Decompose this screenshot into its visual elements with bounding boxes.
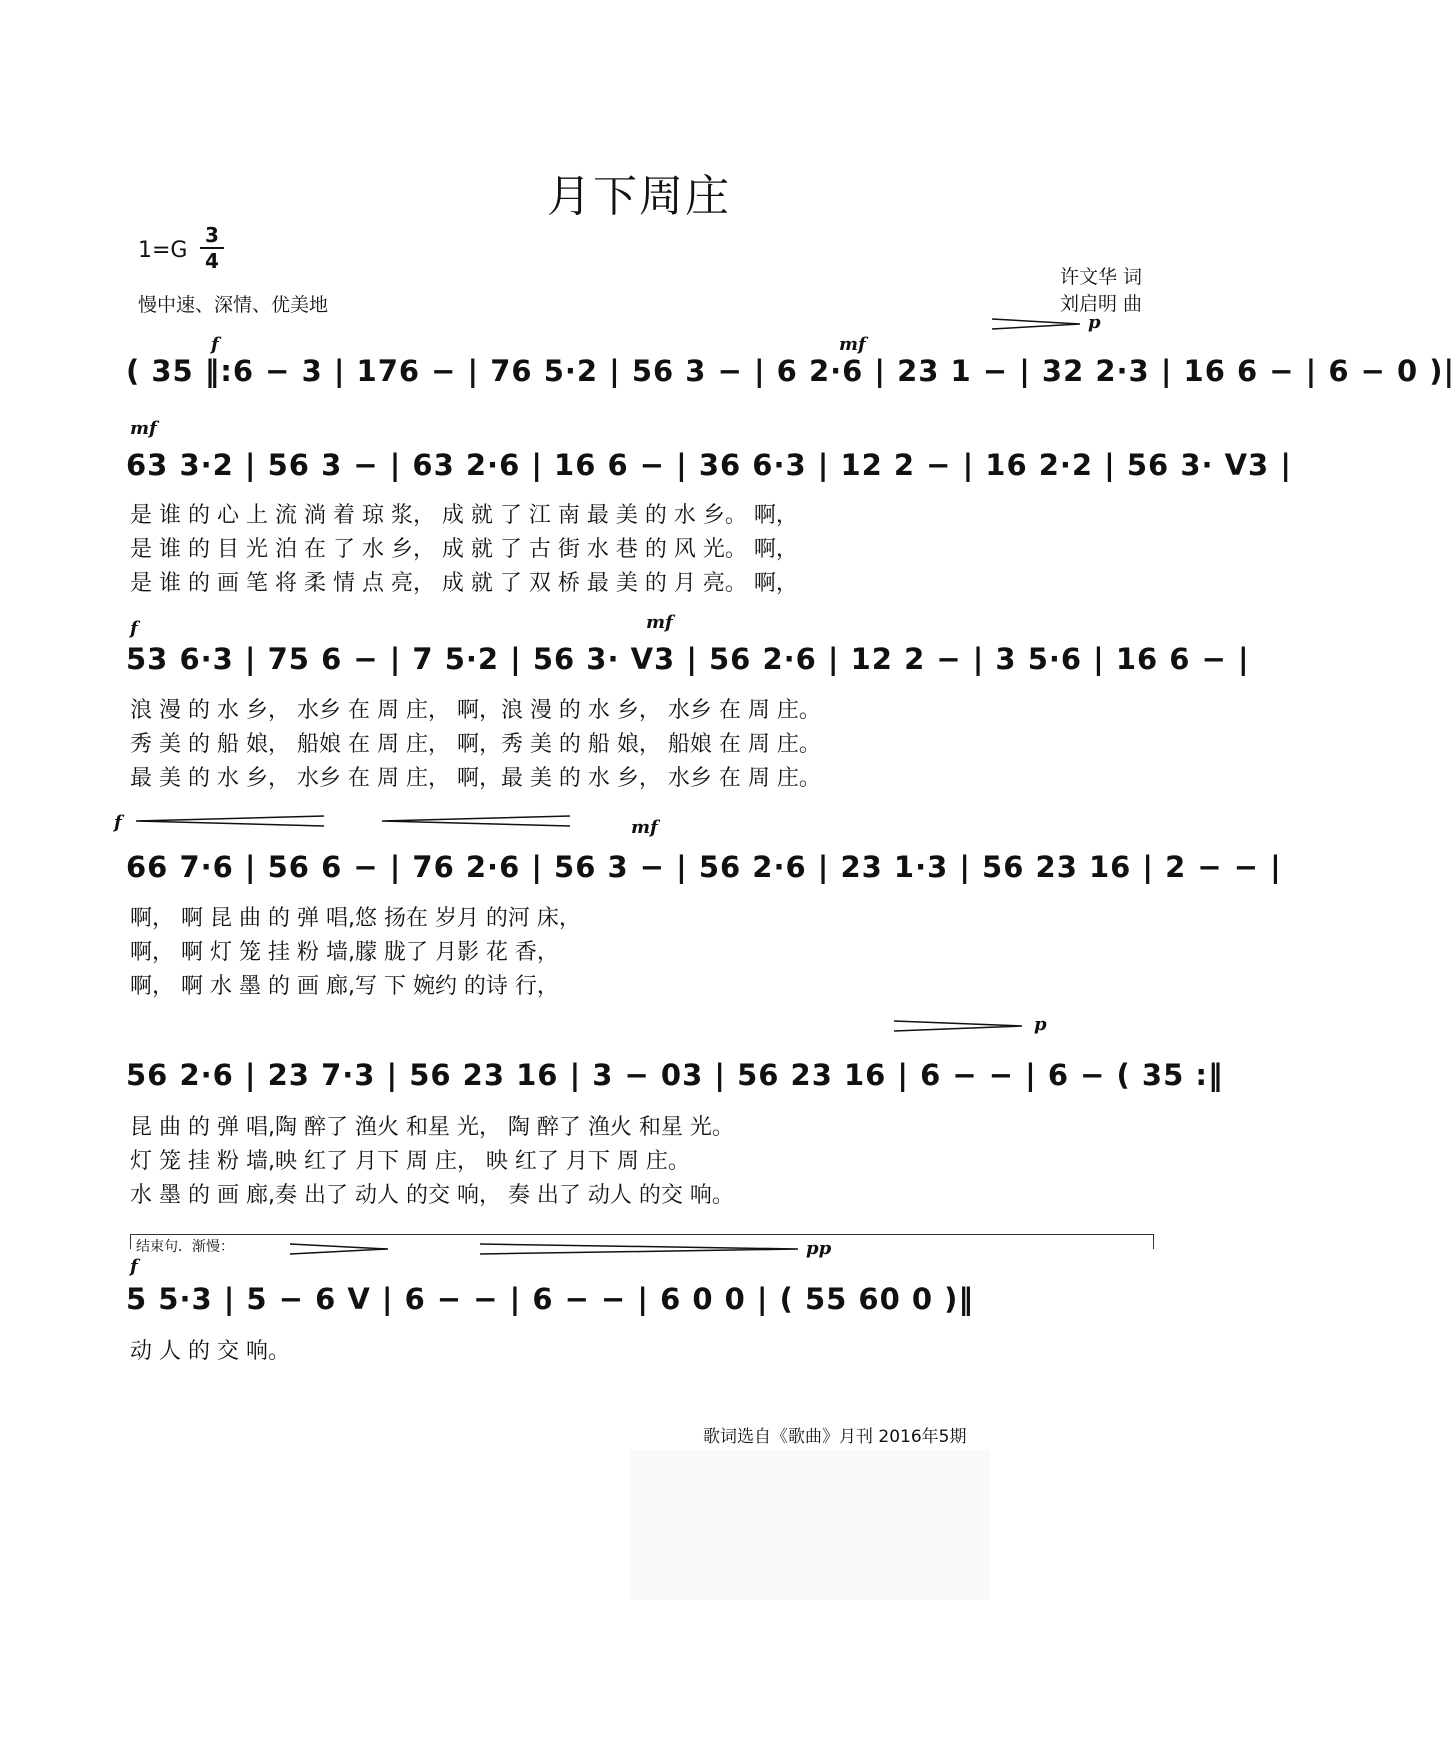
notation-line-3: 53 6·3 | 75 6 − | 7 5·2 | 56 3· ᐯ3 | 56 2·6 | 12 2 − | 3 5·6 | 16 6 − | bbox=[126, 642, 1250, 676]
lyrics-line: 动 人 的 交 响。 bbox=[130, 1339, 290, 1364]
lyrics-line: 秀 美 的 船 娘， 船娘 在 周 庄， 啊，秀 美 的 船 娘， 船娘 在 周 庄。 bbox=[130, 732, 821, 757]
lyrics-line: 灯 笼 挂 粉 墙,映 红了 月下 周 庄， 映 红了 月下 周 庄。 bbox=[130, 1149, 690, 1174]
dynamic-forte: f bbox=[114, 812, 122, 833]
dynamic-forte: f bbox=[130, 1256, 138, 1277]
lyricist-credit: 许文华 词 bbox=[1060, 266, 1143, 288]
dynamic-forte: f bbox=[130, 618, 138, 639]
lyrics-line: 啊， 啊 灯 笼 挂 粉 墙,朦 胧了 月影 花 香， bbox=[130, 940, 559, 965]
dynamic-mezzo-forte: mf bbox=[631, 817, 658, 838]
notation-line-4: 66 7·6 | 56 6 − | 76 2·6 | 56 3 − | 56 2·6 | 23 1·3 | 56 23 16 | 2 − − | bbox=[126, 850, 1282, 884]
diminuendo-hairpin bbox=[894, 1020, 1024, 1032]
lyrics-line: 啊， 啊 水 墨 的 画 廊,写 下 婉约 的诗 行， bbox=[130, 974, 559, 999]
footer-shade bbox=[630, 1450, 990, 1600]
lyrics-line: 昆 曲 的 弹 唱,陶 醉了 渔火 和星 光， 陶 醉了 渔火 和星 光。 bbox=[130, 1115, 734, 1140]
dynamic-mezzo-forte: mf bbox=[839, 334, 866, 355]
dynamic-mezzo-forte: mf bbox=[646, 612, 673, 633]
notation-line-1: ( 35 ‖:6 − 3 | 176 − | 76 5·2 | 56 3 − | 6 2·6 | 23 1 − | 32 2·3 | 16 6 − | 6 − 0 )| bbox=[126, 354, 1455, 388]
time-signature bbox=[200, 224, 224, 272]
key-signature: 1=G bbox=[138, 238, 188, 263]
crescendo-hairpin bbox=[382, 815, 572, 827]
lyrics-line: 水 墨 的 画 廊,奏 出了 动人 的交 响， 奏 出了 动人 的交 响。 bbox=[130, 1183, 734, 1208]
time-signature-top: 3 bbox=[205, 223, 219, 247]
notation-line-5: 56 2·6 | 23 7·3 | 56 23 16 | 3 − 03 | 56 23 16 | 6 − − | 6 − ( 35 :‖ bbox=[126, 1058, 1224, 1092]
crescendo-hairpin bbox=[136, 815, 326, 827]
notation-line-2: 63 3·2 | 56 3 − | 63 2·6 | 16 6 − | 36 6·3 | 12 2 − | 16 2·2 | 56 3· ᐯ3 | bbox=[126, 448, 1292, 482]
notation-line-6: 5 5·3 | 5 − 6 ᐯ | 6 − − | 6 − − | 6 0 0 | ( 55 60 0 )‖ bbox=[126, 1282, 974, 1316]
tempo-marking: 慢中速、深情、优美地 bbox=[138, 294, 329, 316]
dynamic-piano: p bbox=[1088, 312, 1101, 333]
lyrics-line: 最 美 的 水 乡， 水乡 在 周 庄， 啊，最 美 的 水 乡， 水乡 在 周 庄。 bbox=[130, 766, 821, 791]
dynamic-mezzo-forte: mf bbox=[130, 418, 157, 439]
source-note: 歌词选自《歌曲》月刊 2016年5期 bbox=[703, 1427, 967, 1447]
dynamic-piano: p bbox=[1034, 1014, 1047, 1035]
lyrics-line: 啊， 啊 昆 曲 的 弹 唱,悠 扬在 岁月 的河 床， bbox=[130, 906, 581, 931]
time-signature-bottom: 4 bbox=[205, 249, 219, 273]
dynamic-forte: f bbox=[211, 334, 219, 355]
composer-credit: 刘启明 曲 bbox=[1060, 293, 1143, 315]
song-title: 月下周庄 bbox=[547, 171, 731, 222]
ending-bracket bbox=[130, 1234, 1154, 1249]
lyrics-line: 是 谁 的 心 上 流 淌 着 琼 浆， 成 就 了 江 南 最 美 的 水 乡。 啊， bbox=[130, 503, 798, 528]
lyrics-line: 浪 漫 的 水 乡， 水乡 在 周 庄， 啊，浪 漫 的 水 乡， 水乡 在 周 庄。 bbox=[130, 698, 821, 723]
lyrics-line: 是 谁 的 目 光 泊 在 了 水 乡， 成 就 了 古 街 水 巷 的 风 光。 啊， bbox=[130, 537, 798, 562]
diminuendo-hairpin bbox=[992, 318, 1082, 330]
ending-label: 结束句．渐慢： bbox=[136, 1239, 234, 1255]
lyrics-line: 是 谁 的 画 笔 将 柔 情 点 亮， 成 就 了 双 桥 最 美 的 月 亮。 啊， bbox=[130, 571, 798, 596]
dynamic-pianissimo: pp bbox=[806, 1238, 832, 1259]
